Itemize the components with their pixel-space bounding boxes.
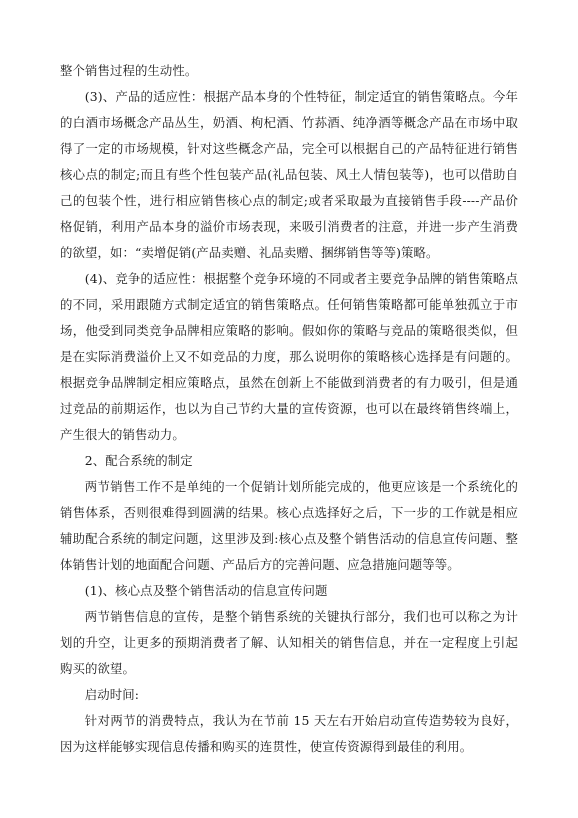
paragraph-product-adaptability: (3)、产品的适应性：根据产品本身的个性特征，制定适宜的销售策略点。今年的白酒市场概念产品丛生，奶酒、枸杞酒、竹荪酒、纯净酒等概念产品在市场中取得了一定的市场规模，针对这些概念产品，完全可以根据自己的产品特征进行销售核心点的制定;而且有些个性包装产品(礼品包装、风土人情包装等)，也可以借助自己的包装个性，进行相应销售核心点的制定;或者采取最为直接销售手段----产品价格促销，利用产品本身的溢价市场表现，来吸引消费者的注意，并进一步产生消费的欲望，如：“卖增促销(产品卖赠、礼品卖赠、捆绑销售等等)策略。 <box>60 89 518 260</box>
paragraph-competition-adaptability: (4)、竞争的适应性：根据整个竞争环境的不同或者主要竞争品牌的销售策略点的不同，采用跟随方式制定适宜的销售策略点。任何销售策略都可能单独孤立于市场，他受到同类竞争品牌相应策略的影响。假如你的策略与竞品的策略很类似，但是在实际消费溢价上又不如竞品的力度，那么说明你的策略核心选择是有问题的。根据竞争品牌制定相应策略点，虽然在创新上不能做到消费者的有力吸引，但是通过竞品的前期运作，也以为自己节约大量的宣传资源，也可以在最终销售终端上，产生很大的销售动力。 <box>60 271 518 442</box>
paragraph-start-time: 针对两节的消费特点，我认为在节前 15 天左右开始启动宣传造势较为良好，因为这样能够实现信息传播和购买的连贯性，使宣传资源得到最佳的利用。 <box>60 713 518 754</box>
label-start-time: 启动时间: <box>84 687 140 702</box>
paragraph-info-promotion: 两节销售信息的宣传，是整个销售系统的关键执行部分，我们也可以称之为计划的升空，让更多的预期消费者了解、认知相关的销售信息，并在一定程度上引起购买的欲望。 <box>60 609 518 676</box>
paragraph-support-system: 两节销售工作不是单纯的一个促销计划所能完成的，他更应该是一个系统化的销售体系，否则很难得到圆满的结果。核心点选择好之后，下一步的工作就是相应辅助配合系统的制定问题，这里涉及到:核心点及整个销售活动的信息宣传问题、整体销售计划的地面配合问题、产品后方的完善问题、应急措施问题等等。 <box>60 479 518 572</box>
paragraph-intro-tail: 整个销售过程的生动性。 <box>60 63 198 78</box>
subheading-info-promotion: (1)、核心点及整个销售活动的信息宣传问题 <box>84 583 328 598</box>
section-heading-support-system: 2、配合系统的制定 <box>84 453 193 468</box>
